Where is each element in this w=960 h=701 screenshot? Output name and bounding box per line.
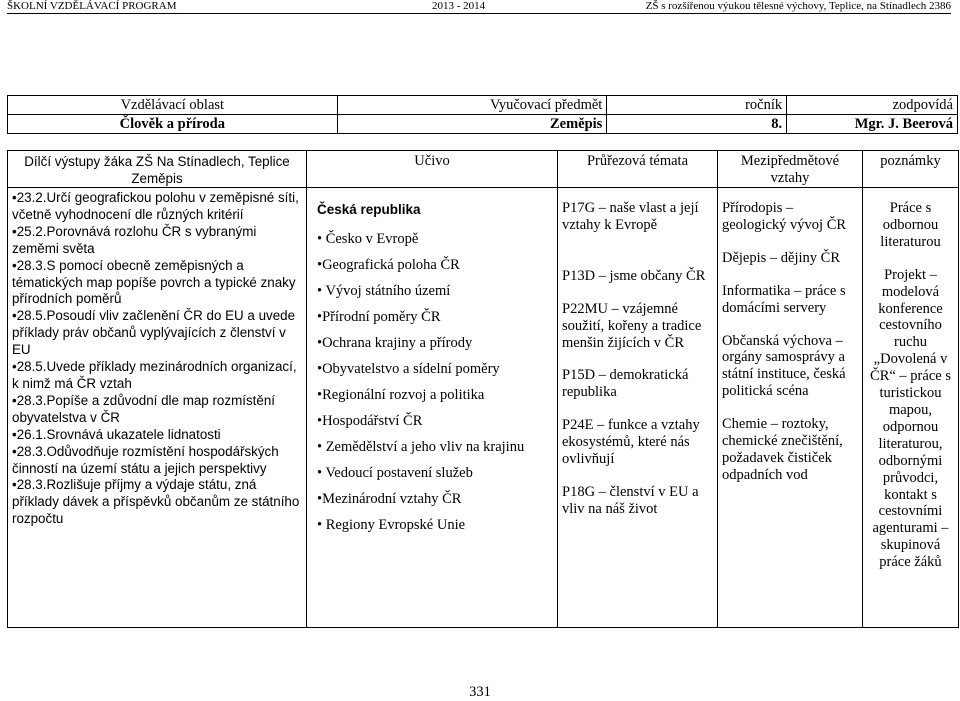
curriculum-item: •Geografická poloha ČR [317,257,460,273]
grade-label: ročník [607,96,787,115]
theme-item: P13D – jsme občany ČR [562,267,706,284]
theme-item: P15D – demokratická republika [562,367,689,401]
curriculum-item: • Zemědělství a jeho vliv na krajinu [317,439,525,455]
theme-item: P18G – členství v EU a vliv na náš život [562,483,699,517]
responsible-label: zodpovídá [787,96,958,115]
curriculum-item: •Regionální rozvoj a politika [317,387,485,403]
output-item: •28.3.Odůvodňuje rozmístění hospodářských činností na území státu a jejich perspektivy [12,443,279,476]
themes-cell [558,188,718,628]
area-label: Vzdělávací oblast [8,96,338,115]
relation-item: Přírodopis – geologický vývoj ČR [722,200,847,233]
subject-info-table [7,95,958,134]
curriculum-table [7,150,959,628]
page-header [7,0,951,14]
curriculum-header-row [8,151,959,188]
curriculum-cell [307,188,558,628]
curriculum-item: •Obyvatelstvo a sídelní poměry [317,361,500,377]
relation-item: Informatika – práce s domácími servery [722,282,846,316]
grade-value: 8. [607,115,787,134]
relation-item: Chemie – roztoky, chemické znečištění, požadavek čističek odpadních vod [722,416,843,483]
page-number: 331 [469,684,491,700]
curriculum-item: • Regiony Evropské Unie [317,517,466,533]
theme-item: P17G – naše vlast a její vztahy k Evropě [562,200,699,233]
subject-value: Zeměpis [337,115,607,134]
school-name: ZŠ s rozšířenou výukou tělesné výchovy, Teplice, na Stínadlech 2386 [645,0,951,12]
output-item: •23.2.Určí geografickou polohu v zeměpisné síti, včetně vyhodnocení dle různých kritérií [12,190,299,222]
school-program-label: ŠKOLNÍ VZDĚLÁVACÍ PROGRAM [7,0,177,12]
subject-info-labels-row [8,96,958,115]
theme-item: P24E – funkce a vztahy ekosystémů, které nás ovlivňují [562,417,700,468]
header-outputs: Dílčí výstupy žáka ZŠ Na Stínadlech, Teplice Zeměpis [8,151,307,188]
curriculum-title: Česká republika [317,202,421,217]
curriculum-item: • Vedoucí postavení služeb [317,465,473,481]
output-item: •28.5.Posoudí vliv začlenění ČR do EU a uvede příklady práv občanů vyplývajících z členství v EU [12,308,296,358]
curriculum-item: •Ochrana krajiny a přírody [317,335,473,351]
subject-info-values-row [8,115,958,134]
relation-item: Občanská výchova – orgány samosprávy a státní instituce, česká politická scéna [722,332,846,400]
theme-item: P22MU – vzájemné soužití, kořeny a tradice menšin žijících v ČR [562,300,702,351]
relations-cell [718,188,863,628]
header-relations: Mezipředmětové vztahy [718,151,863,188]
school-year: 2013 - 2014 [432,0,486,12]
output-item: •25.2.Porovnává rozlohu ČR s vybranými zeměmi světa [12,223,257,256]
curriculum-item: • Česko v Evropě [317,231,419,247]
note-item: Práce s odbornou literaturou [880,200,941,250]
responsible-value: Mgr. J. Beerová [787,115,958,134]
header-notes: poznámky [863,151,959,188]
area-value: Člověk a příroda [8,115,338,134]
relation-item: Dějepis – dějiny ČR [722,249,841,266]
notes-cell [863,188,959,628]
header-curriculum: Učivo [307,151,558,188]
output-item: •28.3.Rozlišuje příjmy a výdaje státu, zná příklady dávek a příspěvků občanům ze státního rozpočtu [12,477,300,527]
subject-label: Vyučovací předmět [337,96,607,115]
curriculum-content-row [8,188,959,628]
curriculum-item: • Vývoj státního území [317,283,451,299]
output-item: •28.3.S pomocí obecně zeměpisných a tématických map popíše povrch a typické znaky přírodních poměrů [12,257,296,307]
curriculum-item: •Hospodářství ČR [317,413,423,429]
output-item: •28.3.Popíše a zdůvodní dle map rozmístění obyvatelstva v ČR [12,392,275,425]
curriculum-item: •Přírodní poměry ČR [317,309,441,325]
curriculum-item: •Mezinárodní vztahy ČR [317,491,462,507]
header-themes: Průřezová témata [558,151,718,188]
outputs-cell [8,188,307,628]
output-item: •28.5.Uvede příklady mezinárodních organizací, k nimž má ČR vztah [12,359,297,391]
output-item: •26.1.Srovnává ukazatele lidnatosti [12,426,221,442]
note-item: Projekt – modelová konference cestovního ruchu „Dovolená v ČR“ – práce s turistickou mapou, odpornou literaturou, odbornými průvodci, kontakt s cestovními agenturami – skupinová práce žáků [870,266,951,571]
